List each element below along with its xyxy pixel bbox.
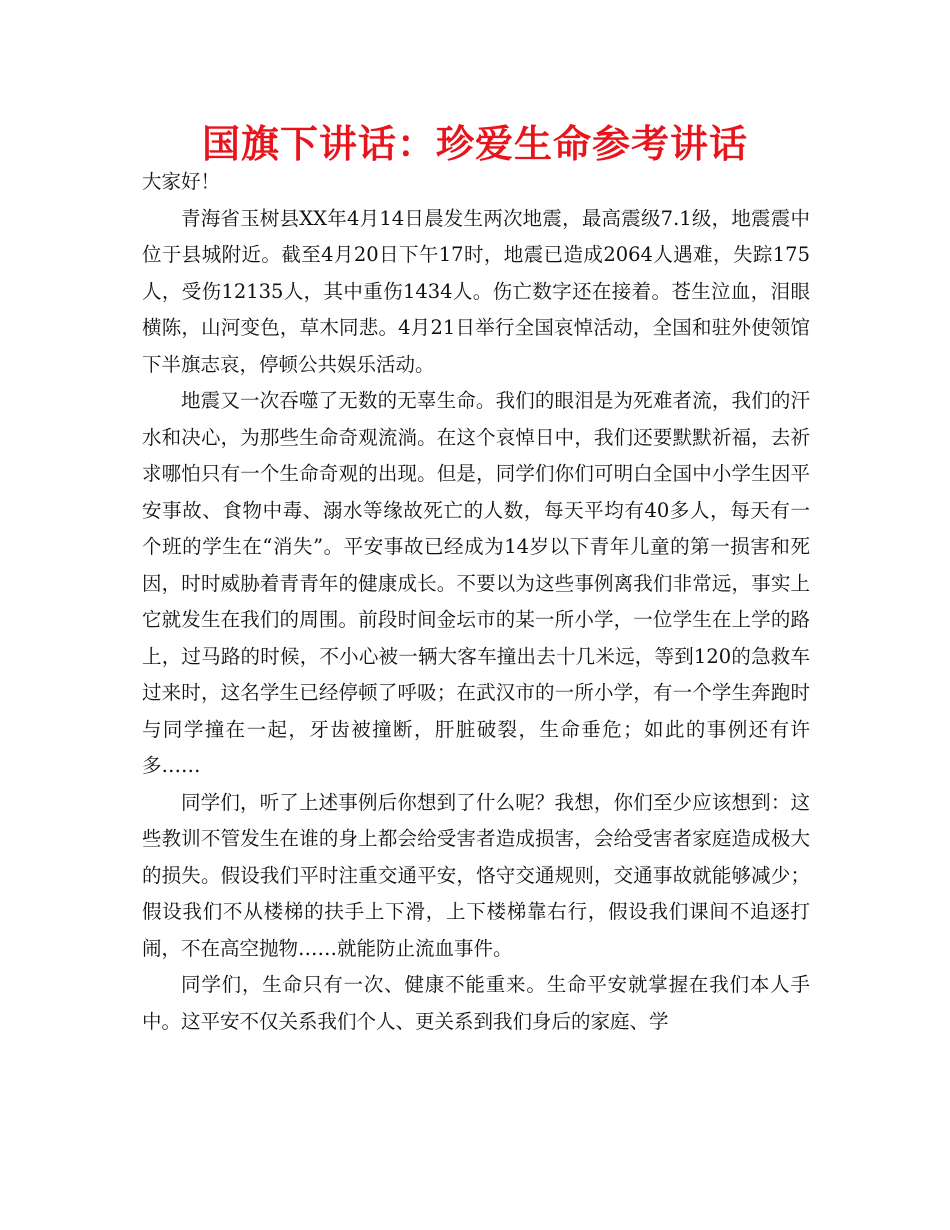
paragraph-earthquake-report: 青海省玉树县XX年4月14日晨发生两次地震，最高震级7.1级，地震震中位于县城附近。截至4月20日下午17时，地震已造成2064人遇难，失踪175人，受伤12135人，其中重伤1434人。伤亡数字还在接着。苍生泣血，泪眼横陈，山河变色，草木同悲。4月21日举行全国哀悼活动，全国和驻外使领馆下半旗志哀，停顿公共娱乐活动。 — [142, 206, 810, 376]
paragraph-life-once: 同学们，生命只有一次、健康不能重来。生命平安就掌握在我们本人手中。这平安不仅关系我们个人、更关系到我们身后的家庭、学 — [142, 973, 810, 1033]
page-title: 国旗下讲话：珍爱生命参考讲话 — [201, 122, 748, 166]
paragraph-lessons: 同学们，听了上述事例后你想到了什么呢？我想，你们至少应该想到：这些教训不管发生在谁的身上都会给受害者造成损害，会给受害者家庭造成极大的损失。假设我们平时注重交通平安，恪守交通规则，交通事故就能够减少；假设我们不从楼梯的扶手上下滑，上下楼梯靠右行，假设我们课间不追逐打闹，不在高空抛物……就能防止流血事件。 — [142, 790, 810, 960]
speech-body — [142, 164, 810, 1040]
paragraph-safety-accidents: 地震又一次吞噬了无数的无辜生命。我们的眼泪是为死难者流，我们的汗水和决心，为那些生命奇观流淌。在这个哀悼日中，我们还要默默祈福，去祈求哪怕只有一个生命奇观的出现。但是，同学们你们可明白全国中小学生因平安事故、食物中毒、溺水等缘故死亡的人数，每天平均有40多人，每天有一个班的学生在“消失”。平安事故已经成为14岁以下青年儿童的第一损害和死因，时时威胁着青青年的健康成长。不要以为这些事例离我们非常远，事实上它就发生在我们的周围。前段时间金坛市的某一所小学，一位学生在上学的路上，过马路的时候，不小心被一辆大客车撞出去十几米远，等到120的急救车过来时，这名学生已经停顿了呼吸；在武汉市的一所小学，有一个学生奔跑时与同学撞在一起，牙齿被撞断，肝脏破裂，生命垂危；如此的事例还有许多…… — [142, 389, 810, 777]
greeting-line: 大家好！ — [142, 170, 221, 193]
